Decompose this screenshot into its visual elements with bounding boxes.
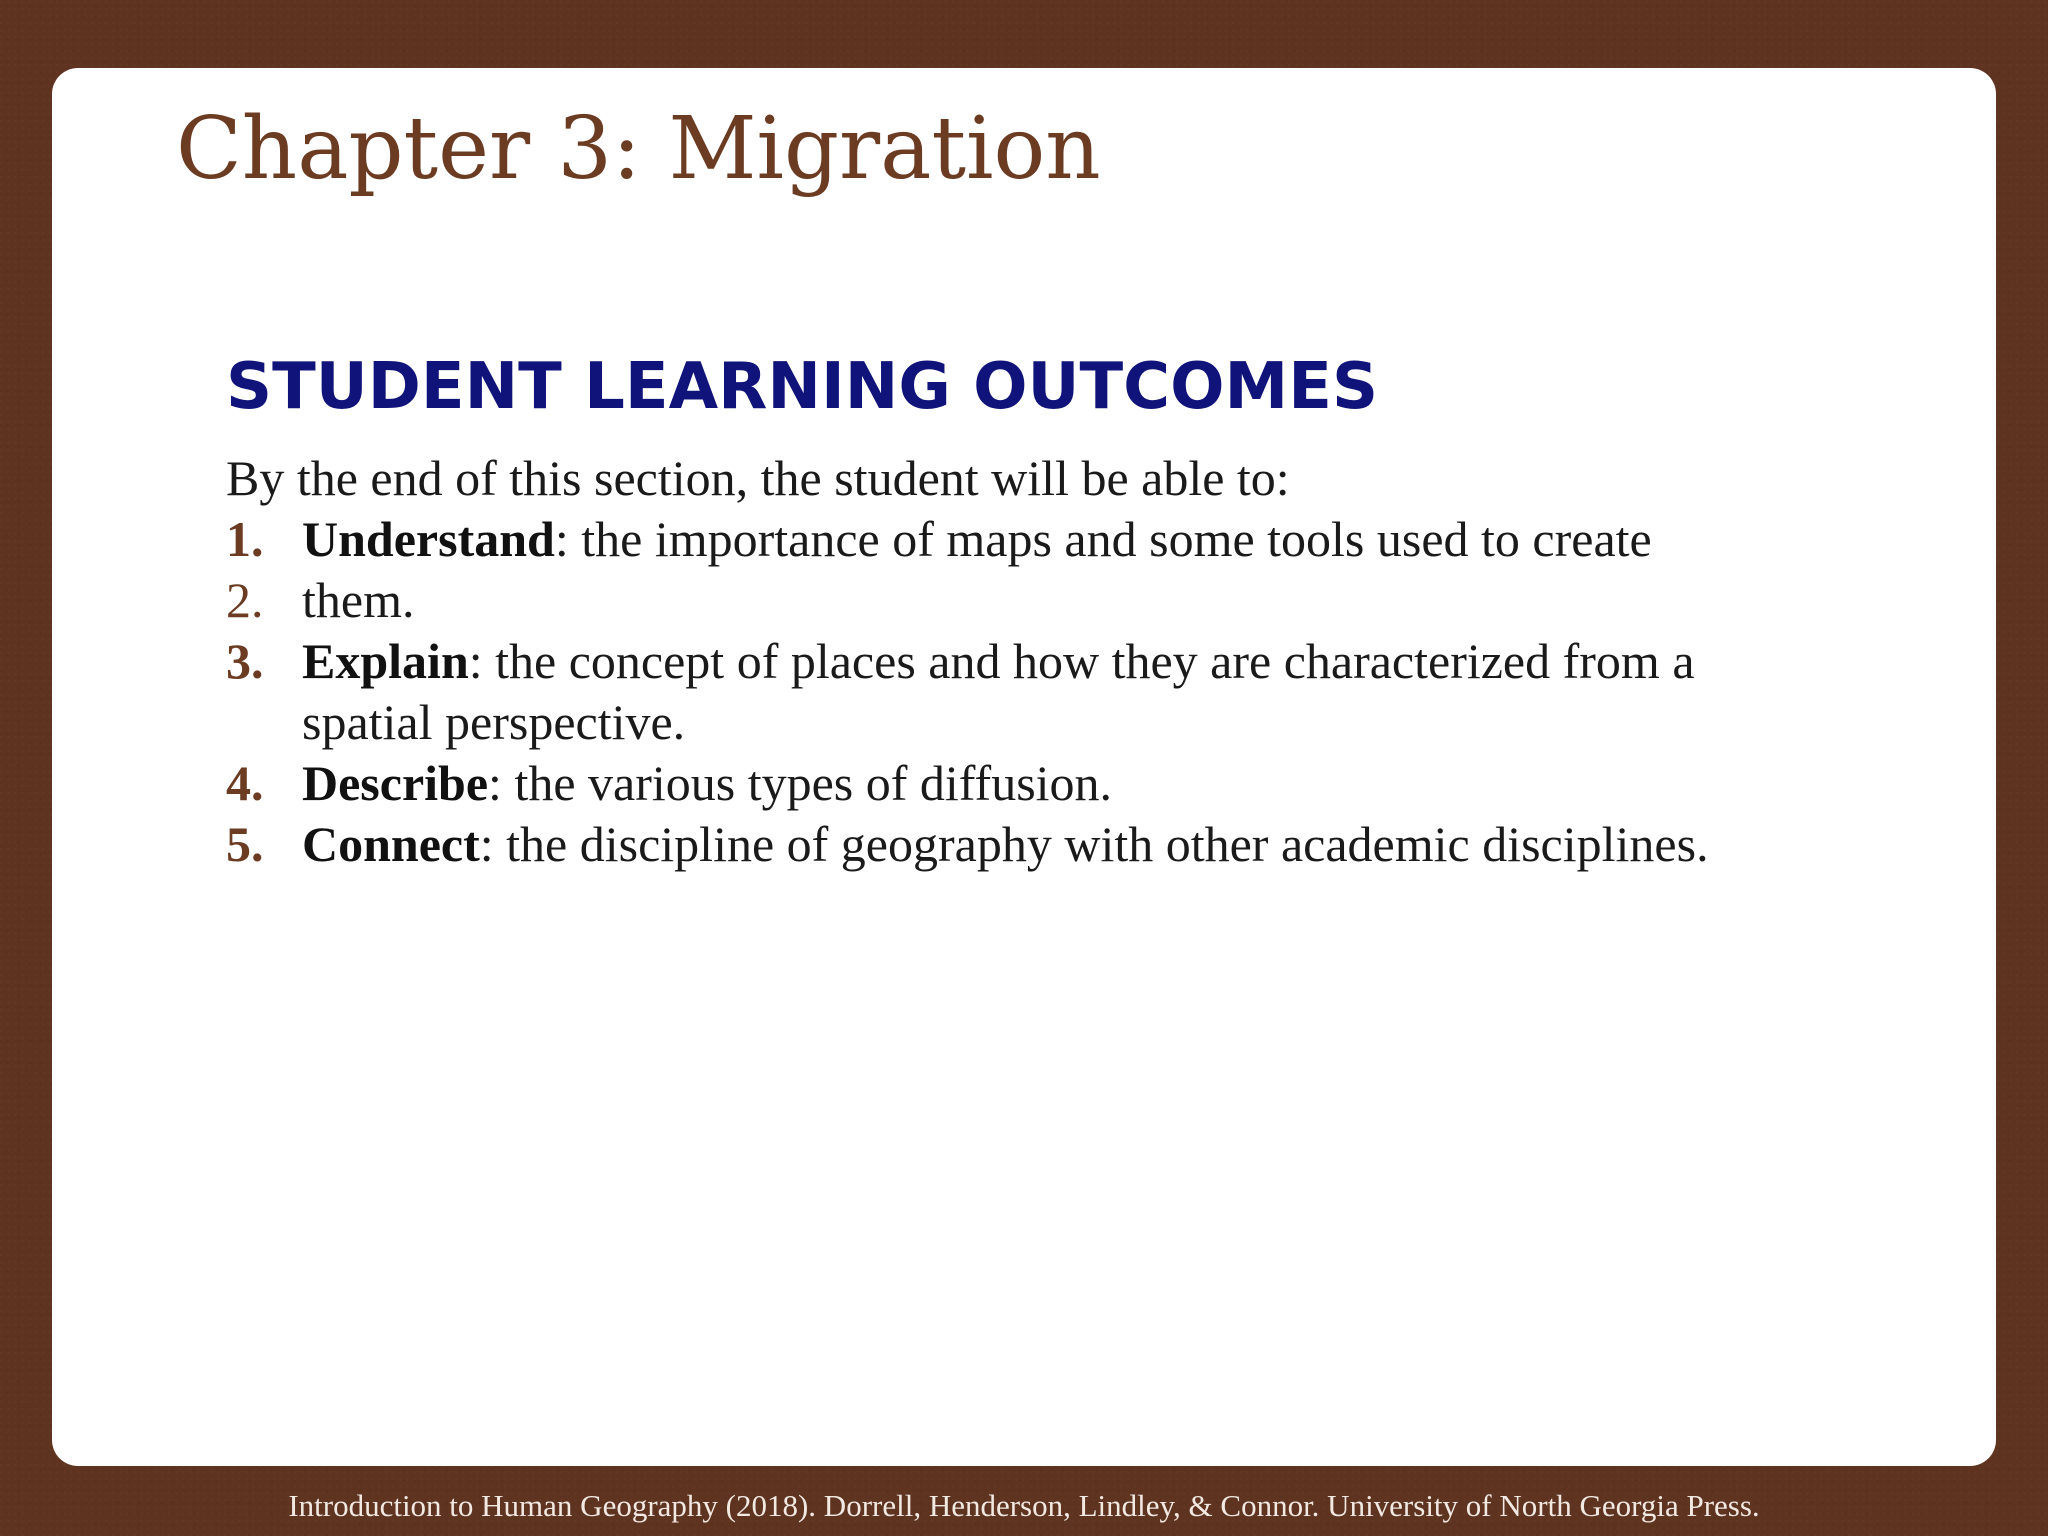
outcomes-list [226,509,1766,875]
outcome-item [226,753,1766,814]
outcome-keyword: Describe [302,755,489,812]
outcome-keyword: Connect [302,816,480,873]
outcome-text: : the importance of maps and some tools used to create [554,511,1652,568]
outcome-text: : the discipline of geography with other academic disciplines. [479,816,1709,873]
outcome-text: them. [302,572,415,629]
outcome-keyword: Explain [302,633,469,690]
footer-citation: Introduction to Human Geography (2018). Dorrell, Henderson, Lindley, & Connor. University of North Georgia Press. [288,1488,1760,1523]
outcome-number: 2. [226,572,264,629]
outcome-number: 3. [226,633,264,690]
outcome-text: : the concept of places and how they are characterized from a spatial perspective. [302,633,1695,751]
outcome-item [226,509,1766,570]
slide-title: Chapter 3: Migration [176,99,1101,199]
intro-text: By the end of this section, the student will be able to: [226,450,1290,507]
outcome-text: : the various types of diffusion. [488,755,1113,812]
outcome-number: 5. [226,816,264,873]
outcome-number: 4. [226,755,264,812]
outcome-keyword: Understand [302,511,555,568]
outcome-item [226,631,1766,753]
section-heading: STUDENT LEARNING OUTCOMES [226,350,1379,424]
outcome-number: 1. [226,511,264,568]
outcome-item [226,570,1766,631]
outcome-item [226,814,1766,875]
slide-content [226,352,1766,875]
